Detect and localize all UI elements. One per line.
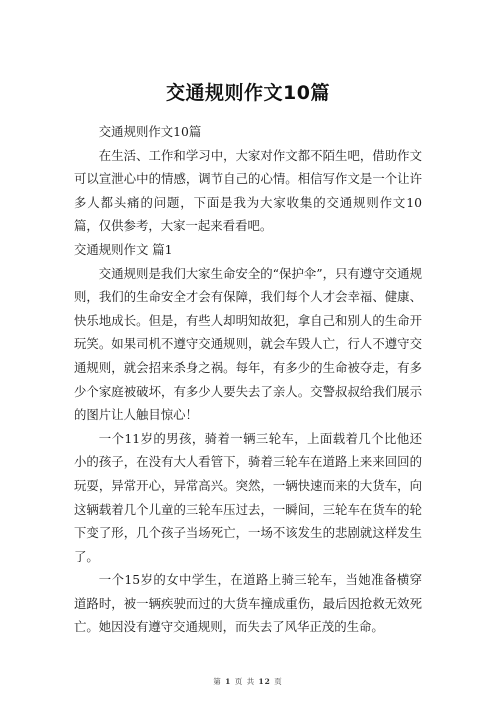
footer-middle: 页 共	[234, 677, 256, 686]
body-paragraph: 一个11岁的男孩，骑着一辆三轮车，上面载着几个比他还小的孩子，在没有大人看管下，骑着三轮车在道路上来来回回的玩耍，异常开心，异常高兴。突然，一辆快速而来的大货车，向这辆载着几个儿童的三轮车压过去，一瞬间，三轮车在货车的轮下变了形，几个孩子当场死亡，一场不该发生的悲剧就这样发生了。	[74, 430, 422, 564]
body-paragraph: 交通规则是我们大家生命安全的“保护伞”，只有遵守交通规则，我们的生命安全才会有保障，我们每个人才会幸福、健康、快乐地成长。但是，有些人却明知故犯，拿自己和别人的生命开玩笑。如果司机不遵守交通规则，就会车毁人亡，行人不遵守交通规则，就会招来杀身之祸。每年，有多少的生命被夺走，有多少个家庭被破坏，有多少人要失去了亲人。交警叔叔给我们展示的图片让人触目惊心！	[74, 265, 422, 423]
intro-paragraph: 在生活、工作和学习中，大家对作文都不陌生吧，借助作文可以宣泄心中的情感，调节自己的心情。相信写作文是一个让许多人都头痛的问题，下面是我为大家收集的交通规则作文10篇，仅供参考，大家一起来看看吧。	[74, 147, 422, 234]
subtitle-line: 交通规则作文10篇	[98, 124, 202, 139]
footer-suffix: 页	[274, 677, 283, 686]
section-heading: 交通规则作文 篇1	[74, 241, 173, 257]
body-paragraph: 一个15岁的女中学生，在道路上骑三轮车，当她准备横穿道路时，被一辆疾驶而过的大货车撞成重伤，最后因抢救无效死亡。她因没有遵守交通规则，而失去了风华正茂的生命。	[74, 572, 422, 635]
footer-page-number: 1	[225, 677, 232, 686]
page-footer	[0, 676, 496, 687]
document-body	[74, 120, 422, 639]
document-title: 交通规则作文10篇	[166, 82, 330, 104]
footer-prefix: 第	[213, 677, 222, 686]
footer-total-pages: 12	[258, 677, 271, 686]
